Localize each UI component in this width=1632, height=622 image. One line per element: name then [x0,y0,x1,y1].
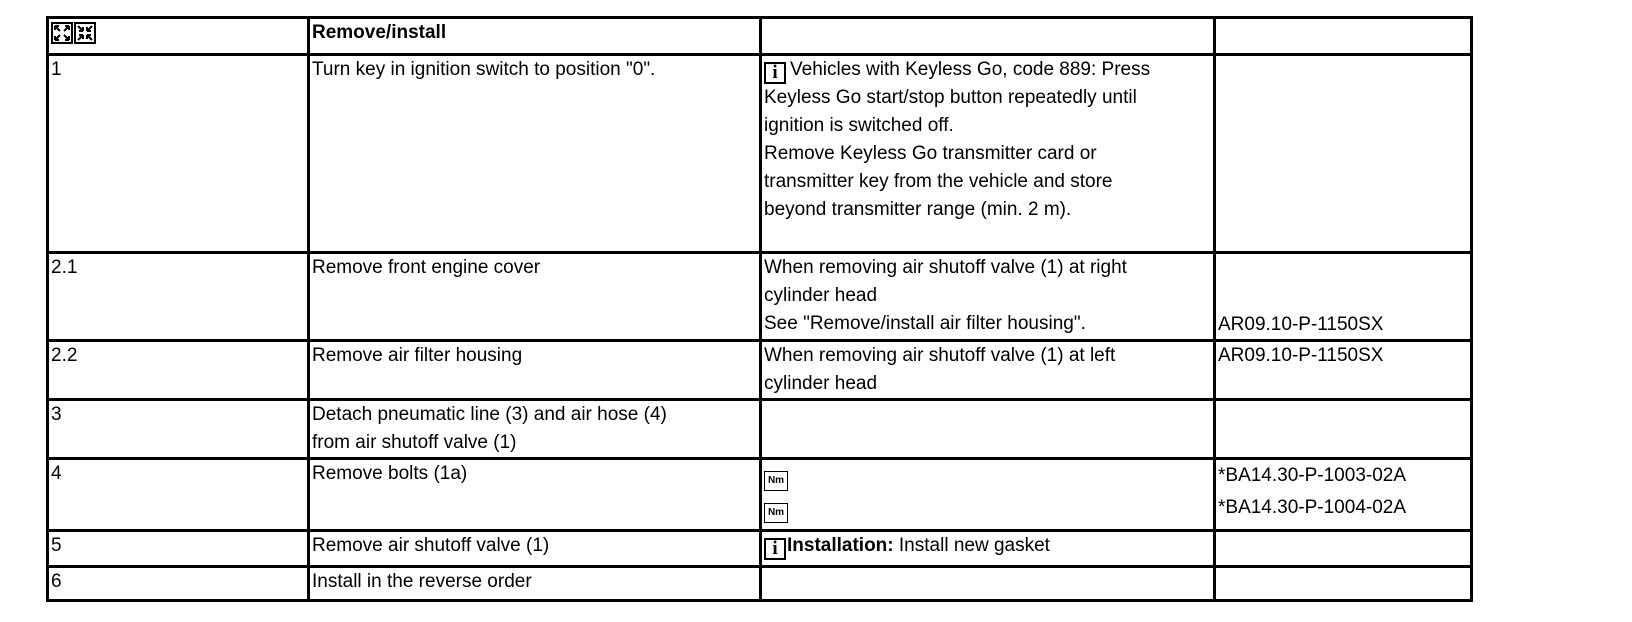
step-ref [1215,459,1472,531]
table-row [48,55,1472,253]
procedure-table [46,16,1473,602]
step-ref-link[interactable]: AR09.10-P-1150SX [1218,314,1384,335]
step-number: 4 [48,459,309,531]
step-action [309,400,761,459]
expand-icon[interactable] [51,22,73,44]
collapse-icon[interactable] [74,22,96,44]
step-number: 1 [48,55,309,253]
note-line: When removing air shutoff valve (1) at right [764,257,1127,278]
step-ref-cell [1215,253,1472,341]
step-ref [1215,400,1472,459]
step-ref-link[interactable]: *BA14.30-P-1003-02A [1218,465,1407,486]
step-note [761,341,1215,400]
step-ref [1215,531,1472,567]
header-icons-cell [48,18,309,55]
step-note [761,531,1215,567]
step-ref-link[interactable]: AR09.10-P-1150SX [1215,341,1472,400]
step-ref-link[interactable]: *BA14.30-P-1004-02A [1218,497,1407,518]
header-empty-cell [761,18,1215,55]
step-ref [1215,55,1472,253]
action-line: from air shutoff valve (1) [312,432,517,453]
table-row [48,459,1472,531]
note-line: ignition is switched off. [764,115,954,136]
table-row [48,531,1472,567]
step-number: 3 [48,400,309,459]
step-note [761,55,1215,253]
table-header-row [48,18,1472,55]
step-note [761,459,1215,531]
note-line: beyond transmitter range (min. 2 m). [764,199,1072,220]
table-row [48,253,1472,341]
note-line: transmitter key from the vehicle and store [764,171,1113,192]
note-line: Remove Keyless Go transmitter card or [764,143,1097,164]
step-note [761,567,1215,601]
header-empty-cell [1215,18,1472,55]
note-line: See "Remove/install air filter housing". [764,313,1086,334]
step-note [761,253,1215,341]
note-line: Keyless Go start/stop button repeatedly until [764,87,1137,108]
info-icon: i [764,538,786,560]
header-title: Remove/install [309,18,761,55]
step-action: Remove bolts (1a) [309,459,761,531]
torque-nm-icon[interactable]: Nm [764,503,788,523]
step-action: Remove front engine cover [309,253,761,341]
step-number: 6 [48,567,309,601]
step-action: Remove air shutoff valve (1) [309,531,761,567]
step-number: 5 [48,531,309,567]
step-action: Turn key in ignition switch to position "0". [309,55,761,253]
table-row [48,341,1472,400]
step-ref [1215,567,1472,601]
installation-label: Installation: [787,535,894,556]
step-note [761,400,1215,459]
step-action: Remove air filter housing [309,341,761,400]
note-line: Vehicles with Keyless Go, code 889: Press [790,59,1151,80]
note-line: When removing air shutoff valve (1) at left [764,345,1116,366]
info-icon: i [764,62,786,84]
note-line: cylinder head [764,373,878,394]
table-row [48,567,1472,601]
step-number: 2.2 [48,341,309,400]
step-number: 2.1 [48,253,309,341]
torque-nm-icon[interactable]: Nm [764,471,788,491]
step-action: Install in the reverse order [309,567,761,601]
table-row [48,400,1472,459]
note-line: cylinder head [764,285,878,306]
installation-text: Install new gasket [898,535,1050,556]
action-line: Detach pneumatic line (3) and air hose (4) [312,404,667,425]
